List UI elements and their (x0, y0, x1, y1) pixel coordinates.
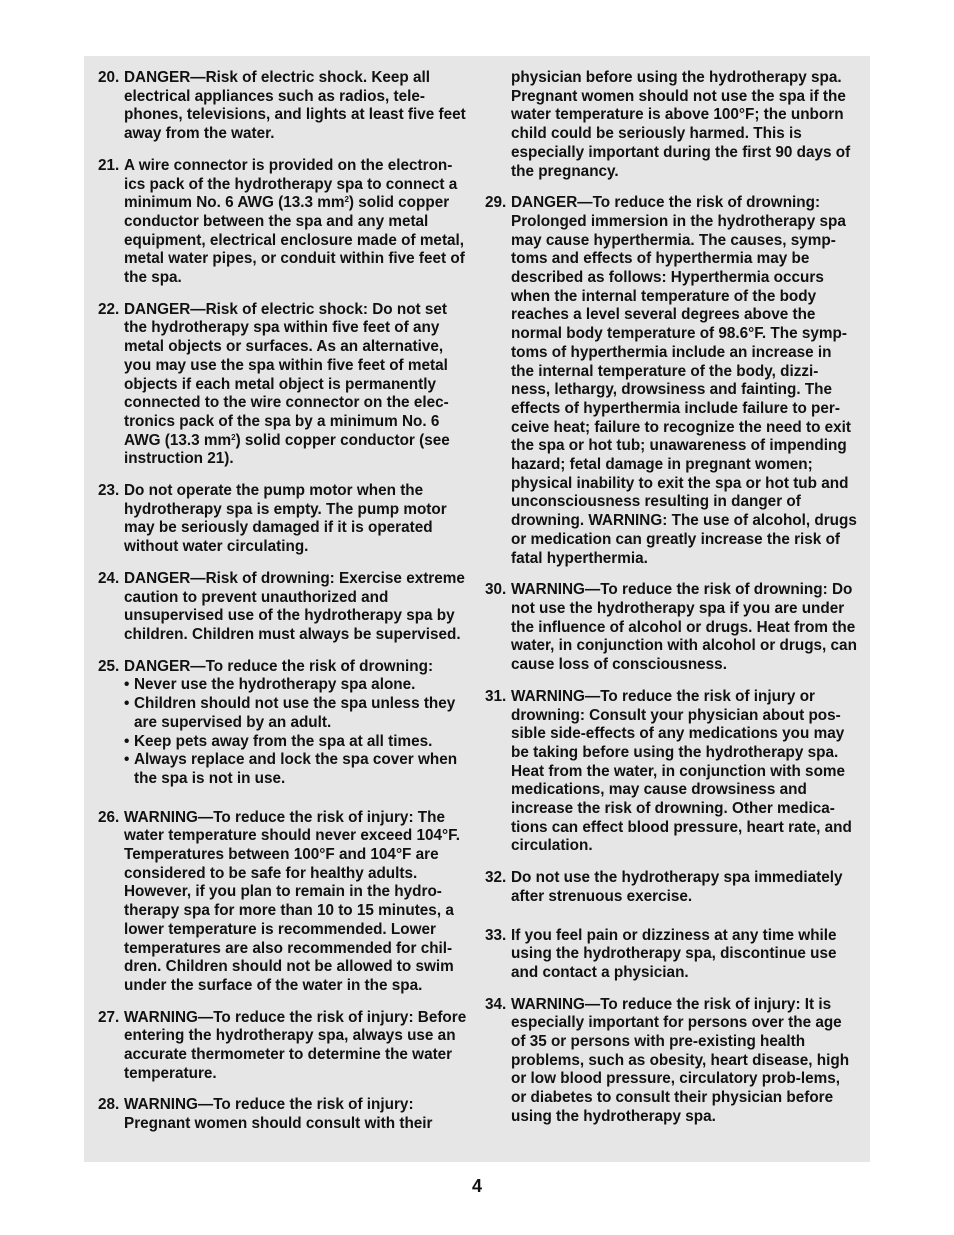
item-number: 22. (98, 300, 120, 318)
item-number: 20. (98, 69, 120, 86)
instruction-24 (98, 570, 470, 645)
item-number: 29. (485, 194, 507, 212)
instruction-26 (98, 809, 470, 996)
item-heading: DANGER—To reduce the risk of drowning: (124, 657, 434, 675)
item-text: WARNING—To reduce the risk of injury or drowning: Consult your physician about pos-sible side-effects of any medications you may be taking before using the hydrotherapy spa. Heat from the water, in conjunction with some medications, may cause drowsiness and increase the risk of drowning. Other medica-tions can effect blood pressure, heart rate, and circulation. (511, 687, 852, 855)
instruction-28 (98, 1096, 470, 1133)
item-text: WARNING—To reduce the risk of drowning: Do not use the hydrotherapy spa if you are under the influence of alcohol or drugs. Heat from the water, in conjunction with alcohol or drugs, can cause loss of consciousness. (511, 581, 857, 674)
item-number: 34. (485, 995, 507, 1013)
item-number: 24. (98, 569, 120, 587)
instruction-29 (485, 194, 857, 568)
left-column (98, 69, 470, 1147)
item-number: 21. (98, 156, 120, 174)
bullet-list (124, 676, 470, 788)
item-text-part: ) solid copper conductor between the spa and any metal equipment, electrical enclosure made of metal, metal water pipes, or conduit within five feet of the spa. (124, 194, 465, 287)
instruction-25 (98, 658, 470, 789)
instruction-23 (98, 482, 470, 557)
item-text (124, 658, 470, 789)
item-number: 28. (98, 1096, 120, 1114)
item-number: 32. (485, 869, 507, 887)
instruction-22 (98, 301, 470, 469)
superscript: 2 (231, 432, 236, 442)
item-number: 23. (98, 482, 120, 500)
item-text: WARNING—To reduce the risk of injury: Before entering the hydrotherapy spa, always use an accurate thermometer to determine the water temperature. (124, 1008, 467, 1082)
item-text: WARNING—To reduce the risk of injury: The water temperature should never exceed 104°F. Temperatures between 100°F and 104°F are considered to be safe for healthy adults. However, if you plan to remain in the hydro-therapy spa for more than 10 to 15 minutes, a lower temperature is recommended. Lower temperatures are also recommended for chil-dren. Children should not be allowed to swim under the surface of the water in the spa. (124, 808, 460, 994)
item-text: DANGER—To reduce the risk of drowning: Prolonged immersion in the hydrotherapy spa may cause hyperthermia. The causes, symp-toms and effects of hyperthermia may be described as follows: Hyperthermia occurs when the internal temperature of the body reaches a level several degrees above the normal body temperature of 98.6°F. The symp-toms of hyperthermia include an increase in the internal temperature of the body, dizzi-ness, lethargy, drowsiness and fainting. The effects of hyperthermia include failure to per-ceive heat; failure to recognize the need to exit the spa or hot tub; unawareness of impending hazard; fetal damage in pregnant women; physical inability to exit the spa or hot tub and unconsciousness resulting in danger of drowning. WARNING: The use of alcohol, drugs or medication can greatly increase the risk of fatal hyperthermia. (511, 194, 857, 567)
item-text-part: A wire connector is provided on the electron-ics pack of the hydrotherapy spa to connect a minimum No. 6 AWG (13.3 mm (124, 156, 458, 212)
instruction-28-continued (485, 69, 857, 181)
item-text: If you feel pain or dizziness at any time while using the hydrotherapy spa, discontinue use and contact a physician. (511, 926, 837, 981)
item-text: WARNING—To reduce the risk of injury: Pregnant women should consult with their (124, 1096, 433, 1133)
instruction-31 (485, 688, 857, 856)
item-text: physician before using the hydrotherapy spa. Pregnant women should not use the spa if the water temperature is above 100°F; the unborn child could be seriously harmed. This is especially important during the first 90 days of the pregnancy. (511, 69, 851, 180)
instruction-27 (98, 1009, 470, 1084)
item-text: Do not use the hydrotherapy spa immediately after strenuous exercise. (511, 869, 843, 905)
item-text-part: ) solid copper conductor (see instruction 21). (124, 431, 450, 468)
item-text-part: DANGER—Risk of electric shock: Do not set the hydrotherapy spa within five feet of any metal objects or surfaces. As an alternative, you may use the spa within five feet of metal objects if each metal object is permanently connected to the wire connector on the elec-tronics pack of the spa by a minimum No. 6 AWG (13.3 mm (124, 300, 449, 449)
instruction-34 (485, 996, 857, 1127)
item-text: WARNING—To reduce the risk of injury: It is especially important for persons over the age of 35 or persons with pre-existing health problems, such as obesity, heart disease, high or low blood pressure, circulatory prob-lems, or diabetes to consult their physician before using the hydrotherapy spa. (511, 995, 850, 1125)
instruction-21 (98, 157, 470, 288)
item-text (124, 157, 470, 288)
bullet-item: • Children should not use the spa unless they are supervised by an adult. (124, 695, 470, 732)
item-text: DANGER—Risk of electric shock. Keep all electrical appliances such as radios, tele-phones, televisions, and lights at least five feet away from the water. (124, 69, 466, 143)
bullet-item: • Always replace and lock the spa cover when the spa is not in use. (124, 751, 470, 788)
item-number: 33. (485, 926, 507, 944)
superscript: 2 (344, 195, 349, 205)
item-number: 26. (98, 808, 120, 826)
instruction-20 (98, 69, 470, 144)
instruction-32 (485, 869, 857, 906)
page-number: 4 (471, 1176, 482, 1196)
right-column (485, 69, 857, 1140)
instruction-33 (485, 927, 857, 983)
item-text: DANGER—Risk of drowning: Exercise extreme caution to prevent unauthorized and unsupervised use of the hydrotherapy spa by children. Children must always be supervised. (124, 569, 465, 643)
item-text: Do not operate the pump motor when the hydrotherapy spa is empty. The pump motor may be seriously damaged if it is operated without water circulating. (124, 482, 447, 556)
item-text (124, 301, 470, 469)
instruction-30 (485, 581, 857, 675)
item-number: 30. (485, 581, 507, 599)
bullet-item: • Keep pets away from the spa at all times. (124, 733, 470, 752)
item-number: 27. (98, 1008, 120, 1026)
item-number: 25. (98, 657, 120, 675)
bullet-item: • Never use the hydrotherapy spa alone. (124, 676, 470, 695)
item-number: 31. (485, 687, 507, 705)
